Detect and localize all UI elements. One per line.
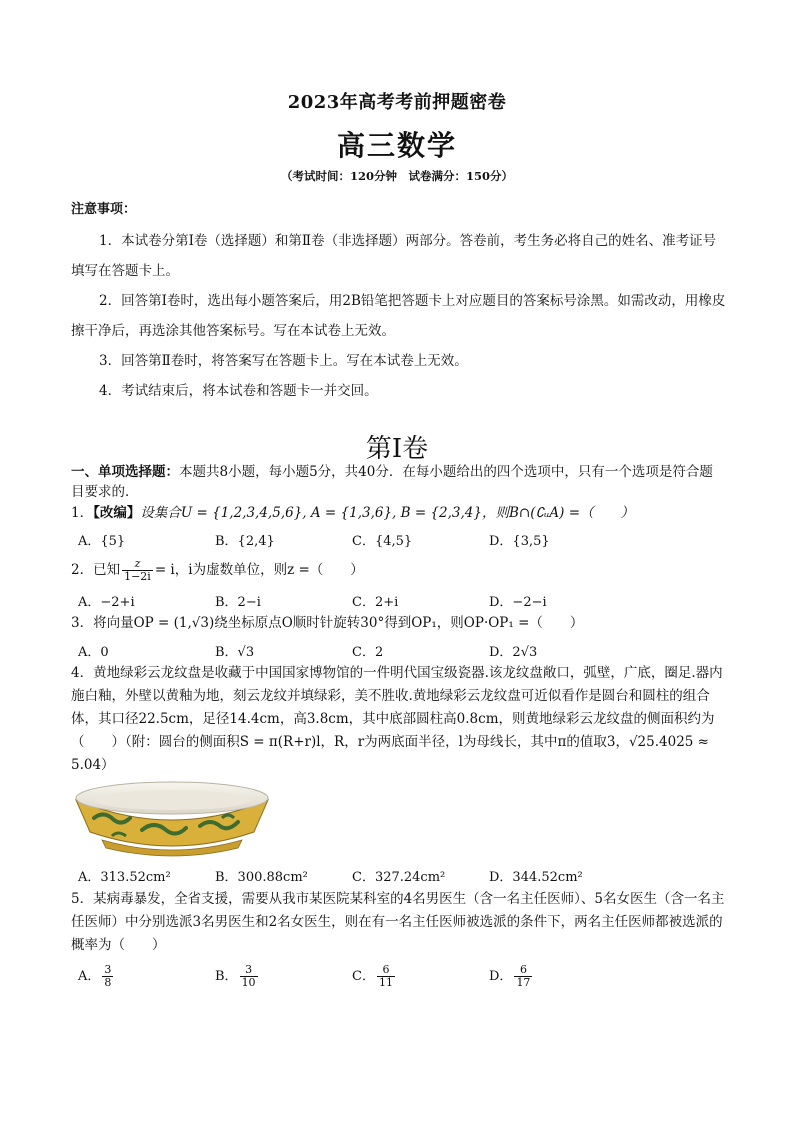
q5-option-d-den: 17 [516,976,531,989]
q2-frac-den: 1−2i [124,570,151,583]
q2-option-c[interactable]: C．2+i [352,595,399,610]
q5-option-d-num: 6 [514,964,532,977]
notice-item-2: 2．回答第Ⅰ卷时，选出每小题答案后，用2B铅笔把答题卡上对应题目的答案标号涂黑。如需改动，用橡皮擦干净后，再选涂其他答案标号。写在本试卷上无效。 [71,293,726,339]
section-title: 第Ⅰ卷 [365,434,429,464]
q3-option-c[interactable]: C．2 [352,645,384,660]
q5-option-b-num: 3 [240,964,258,977]
q4-options [78,866,728,885]
q5-option-a-den: 8 [104,976,112,989]
q2-frac-num: z [122,558,153,571]
question-4: 4．黄地绿彩云龙纹盘是收藏于中国国家博物馆的一件明代国宝级瓷器.该龙纹盘敞口，弧壁，广底，圈足.器内施白釉，外壁以黄釉为地，刻云龙纹并填绿彩，美不胜收.黄地绿彩云龙纹盘可近似看作是圆台和圆柱的组合体，其口径22.5cm，足径14.4cm，高3.8cm，其中底部圆柱高0.8cm，则黄地绿彩云龙纹盘的侧面积约为（ ）（附：圆台的侧面积S = π(R+r)l，R，r为两底面半径，l为母线长，其中π的值取3，√25.4025 ≈ 5.04） [71,665,723,773]
question-1 [71,502,726,525]
q2-prefix: 2．已知 [71,562,121,578]
q1-tag: 【改编】 [93,505,141,521]
q5-option-b-label: B． [215,969,238,984]
q5-option-c-den: 11 [378,976,393,989]
q5-option-b-frac [240,964,258,989]
q1-option-c[interactable]: C．{4,5} [352,534,413,549]
q1-options [78,530,728,549]
instruction-bold: 一、单项选择题： [71,464,179,480]
q5-option-d[interactable] [489,964,626,989]
q5-option-c-frac [377,964,395,989]
q5-option-b[interactable] [215,964,352,989]
exam-title: 2023年高考考前押题密卷 [287,92,507,113]
q1-stem: 设集合U = {1,2,3,4,5,6}, A = {1,3,6}, B = {2,3,4}，则B∩(∁ᵤA) =（ ） [140,505,635,521]
q5-option-a[interactable] [78,964,215,989]
q4-option-c[interactable]: C．327.24cm² [352,870,446,885]
q2-options [78,591,728,610]
instruction-rest: 本题共8小题，每小题5分，共40分．在每小题给出的四个选项中，只有一个选项是符合题目要求的． [71,464,713,500]
q3-option-d[interactable]: D．2√3 [489,645,538,660]
q5-option-d-label: D． [489,969,513,984]
q2-stem-rest: = i，i为虚数单位，则z =（ ） [154,562,364,578]
q5-option-b-den: 10 [241,976,256,989]
notice-heading: 注意事项： [71,202,137,217]
section-instruction [71,462,726,502]
q1-option-b[interactable]: B．{2,4} [215,534,275,549]
q5-option-c[interactable] [352,964,489,989]
notice-item-3: 3．回答第Ⅱ卷时，将答案写在答题卡上。写在本试卷上无效。 [99,353,468,369]
q5-option-a-frac [102,964,113,989]
q2-option-a[interactable]: A．−2+i [78,595,135,610]
q2-option-d[interactable]: D．−2−i [489,595,547,610]
q5-option-a-label: A． [78,969,101,984]
question-5: 5．某病毒暴发，全省支援，需要从我市某医院某科室的4名男医生（含一名主任医师）、5名女医生（含一名主任医师）中分别选派3名男医生和2名女医生，则在有一名主任医师被选派的条件下，两名主任医师都被选派的概率为（ ） [71,891,725,953]
question-3: 3．将向量OP = (1,√3)绕坐标原点O顺时针旋转30°得到OP₁，则OP·OP₁ =（ ） [71,615,584,631]
q4-option-a[interactable]: A．313.52cm² [78,870,171,885]
exam-subject: 高三数学 [336,129,457,162]
notice-item-1: 1．本试卷分第Ⅰ卷（选择题）和第Ⅱ卷（非选择题）两部分。答卷前，考生务必将自己的姓名、准考证号填写在答题卡上。 [71,233,717,279]
q3-option-b[interactable]: B．√3 [215,645,255,660]
q3-option-a[interactable]: A．0 [78,645,109,660]
dragon-plate-image [72,778,272,860]
q5-option-a-num: 3 [104,963,112,976]
exam-time-info: （考试时间：120分钟 试卷满分：150分） [280,169,513,183]
q1-option-a[interactable]: A．{5} [78,534,126,549]
q2-option-b[interactable]: B．2−i [215,595,261,610]
q2-fraction [122,558,153,583]
q4-option-d[interactable]: D．344.52cm² [489,870,583,885]
q1-prefix: 1． [71,505,94,521]
q3-options [78,641,728,660]
q5-option-c-num: 6 [377,964,395,977]
q5-options [78,964,728,989]
q1-option-d[interactable]: D．{3,5} [489,534,550,549]
q5-option-d-frac [514,964,532,989]
question-2 [71,558,726,583]
q4-option-b[interactable]: B．300.88cm² [215,870,308,885]
q5-option-c-label: C． [352,969,375,984]
notice-item-4: 4．考试结束后，将本试卷和答题卡一并交回。 [99,383,378,399]
